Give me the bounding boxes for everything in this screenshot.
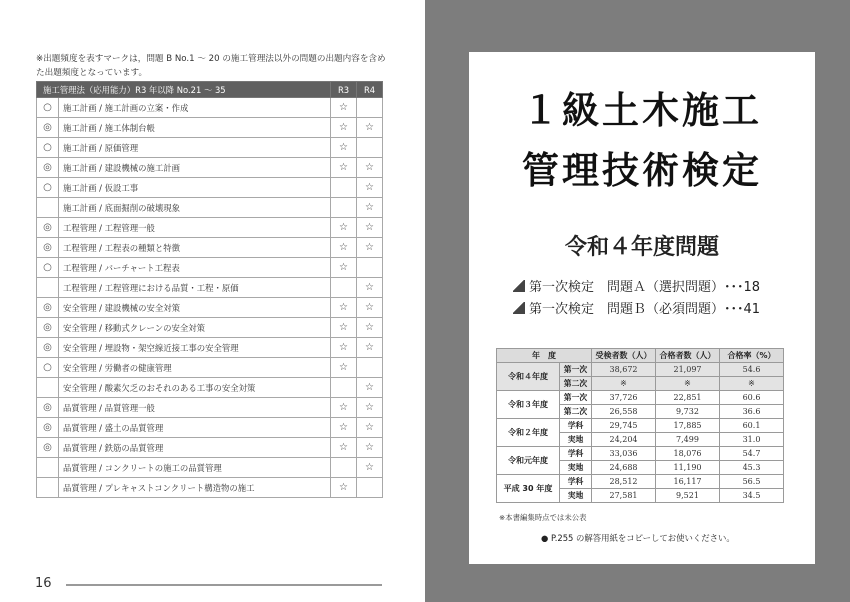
stats-row — [497, 391, 784, 405]
topic-column-header: 施工管理法（応用能力）R3 年以降 No.21 ～ 35 — [37, 82, 331, 98]
frequency-mark: ○ — [37, 358, 59, 378]
slash-bullet-icon — [513, 280, 525, 292]
pass-rate-table — [496, 348, 784, 503]
topic-cell: 工程管理 / 工程管理一般 — [59, 218, 331, 238]
table-row — [37, 318, 383, 338]
r4-star-cell — [357, 478, 383, 498]
topic-cell: 施工計画 / 建設機械の施工計画 — [59, 158, 331, 178]
stats-table-body — [497, 363, 784, 503]
frequency-mark: ◎ — [37, 318, 59, 338]
table-row — [37, 198, 383, 218]
r3-star-cell: ☆ — [331, 418, 357, 438]
r4-star-cell: ☆ — [357, 218, 383, 238]
table-row — [37, 178, 383, 198]
stats-header-row — [497, 349, 784, 363]
frequency-mark: ○ — [37, 98, 59, 118]
exam-type-cell: 第二次 — [560, 377, 592, 391]
r3-star-cell — [331, 178, 357, 198]
examinees-cell: 27,581 — [592, 489, 656, 503]
r4-star-cell — [357, 138, 383, 158]
r4-star-cell: ☆ — [357, 398, 383, 418]
r3-star-cell: ☆ — [331, 258, 357, 278]
r4-star-cell: ☆ — [357, 298, 383, 318]
pass-rate-cell: 60.6 — [720, 391, 784, 405]
year-cell: 令和２年度 — [497, 419, 560, 447]
r3-star-cell — [331, 378, 357, 398]
r4-star-cell: ☆ — [357, 178, 383, 198]
passers-cell: 9,732 — [656, 405, 720, 419]
passers-cell: 7,499 — [656, 433, 720, 447]
r4-star-cell: ☆ — [357, 378, 383, 398]
pass-rate-cell: ※ — [720, 377, 784, 391]
r4-star-cell: ☆ — [357, 158, 383, 178]
r3-star-cell — [331, 198, 357, 218]
frequency-mark: ◎ — [37, 238, 59, 258]
examinees-column-header: 受検者数（人） — [592, 349, 656, 363]
topic-cell: 安全管理 / 酸素欠乏のおそれのある工事の安全対策 — [59, 378, 331, 398]
topic-cell: 工程管理 / 工程表の種類と特徴 — [59, 238, 331, 258]
r3-star-cell: ☆ — [331, 238, 357, 258]
r3-star-cell: ☆ — [331, 298, 357, 318]
examinees-cell: 24,688 — [592, 461, 656, 475]
table-row — [37, 358, 383, 378]
topic-cell: 施工計画 / 施工体制台帳 — [59, 118, 331, 138]
r3-star-cell: ☆ — [331, 158, 357, 178]
table-row — [37, 218, 383, 238]
rate-column-header: 合格率（%） — [720, 349, 784, 363]
pass-rate-cell: 31.0 — [720, 433, 784, 447]
r3-star-cell — [331, 278, 357, 298]
pass-rate-cell: 56.5 — [720, 475, 784, 489]
year-cell: 令和４年度 — [497, 363, 560, 391]
year-cell: 令和元年度 — [497, 447, 560, 475]
exam-type-cell: 実地 — [560, 489, 592, 503]
r3-star-cell: ☆ — [331, 398, 357, 418]
topic-cell: 品質管理 / プレキャストコンクリート構造物の施工 — [59, 478, 331, 498]
table-row — [37, 418, 383, 438]
r3-star-cell: ☆ — [331, 98, 357, 118]
frequency-mark — [37, 278, 59, 298]
r4-star-cell: ☆ — [357, 438, 383, 458]
frequency-mark: ◎ — [37, 338, 59, 358]
table-row — [37, 118, 383, 138]
passers-cell: 16,117 — [656, 475, 720, 489]
frequency-mark — [37, 478, 59, 498]
stats-row — [497, 419, 784, 433]
frequency-note: ※出題頻度を表すマークは，問題 B No.1 ～ 20 の施工管理法以外の問題の出題内容を含めた出題頻度となっています。 — [36, 54, 386, 78]
pass-rate-cell: 54.6 — [720, 363, 784, 377]
topic-cell: 品質管理 / 盛土の品質管理 — [59, 418, 331, 438]
r4-star-cell — [357, 258, 383, 278]
table-row — [37, 238, 383, 258]
toc-entry-problem-b[interactable] — [513, 298, 760, 317]
title-line-2: 管理技術検定 — [522, 149, 762, 192]
table-row — [37, 338, 383, 358]
exam-type-cell: 実地 — [560, 461, 592, 475]
table-row — [37, 258, 383, 278]
r4-star-cell: ☆ — [357, 318, 383, 338]
topic-cell: 工程管理 / バーチャート工程表 — [59, 258, 331, 278]
r4-star-cell: ☆ — [357, 118, 383, 138]
frequency-mark: ○ — [37, 258, 59, 278]
exam-type-cell: 第二次 — [560, 405, 592, 419]
r4-star-cell: ☆ — [357, 418, 383, 438]
r4-star-cell: ☆ — [357, 338, 383, 358]
stats-row — [497, 475, 784, 489]
passers-cell: 17,885 — [656, 419, 720, 433]
examinees-cell: 29,745 — [592, 419, 656, 433]
r3-star-cell: ☆ — [331, 338, 357, 358]
topic-cell: 施工計画 / 原価管理 — [59, 138, 331, 158]
r4-star-cell: ☆ — [357, 238, 383, 258]
exam-type-cell: 学科 — [560, 475, 592, 489]
frequency-mark — [37, 458, 59, 478]
topic-cell: 施工計画 / 底面掘削の破壊現象 — [59, 198, 331, 218]
topic-cell: 安全管理 / 移動式クレーンの安全対策 — [59, 318, 331, 338]
title-line-1: １級土木施工 — [522, 89, 762, 132]
examinees-cell: 24,204 — [592, 433, 656, 447]
topic-cell: 安全管理 / 埋設物・架空線近接工事の安全管理 — [59, 338, 331, 358]
table-row — [37, 158, 383, 178]
frequency-mark: ◎ — [37, 398, 59, 418]
table-row — [37, 478, 383, 498]
pass-rate-cell: 60.1 — [720, 419, 784, 433]
r3-star-cell: ☆ — [331, 118, 357, 138]
frequency-mark: ◎ — [37, 158, 59, 178]
r3-star-cell: ☆ — [331, 358, 357, 378]
passers-cell: ※ — [656, 377, 720, 391]
table-row — [37, 378, 383, 398]
right-page — [425, 0, 850, 602]
passers-cell: 11,190 — [656, 461, 720, 475]
r3-star-cell: ☆ — [331, 138, 357, 158]
stats-row — [497, 363, 784, 377]
pass-rate-cell: 45.3 — [720, 461, 784, 475]
frequency-mark: ○ — [37, 138, 59, 158]
pass-rate-cell: 54.7 — [720, 447, 784, 461]
passers-cell: 21,097 — [656, 363, 720, 377]
exam-type-cell: 第一次 — [560, 363, 592, 377]
r3-star-cell: ☆ — [331, 478, 357, 498]
passers-cell: 22,851 — [656, 391, 720, 405]
r4-star-cell: ☆ — [357, 198, 383, 218]
topic-cell: 安全管理 / 建設機械の安全対策 — [59, 298, 331, 318]
topic-table-header-row — [37, 82, 383, 98]
footer-rule — [66, 584, 382, 586]
r3-star-cell: ☆ — [331, 318, 357, 338]
passers-column-header: 合格者数（人） — [656, 349, 720, 363]
frequency-mark: ◎ — [37, 218, 59, 238]
topic-cell: 品質管理 / 品質管理一般 — [59, 398, 331, 418]
topic-cell: 品質管理 / 鉄筋の品質管理 — [59, 438, 331, 458]
r4-star-cell — [357, 98, 383, 118]
toc-entry-problem-a[interactable] — [513, 276, 760, 295]
topic-cell: 品質管理 / コンクリートの施工の品質管理 — [59, 458, 331, 478]
frequency-mark — [37, 198, 59, 218]
exam-type-cell: 第一次 — [560, 391, 592, 405]
frequency-mark: ○ — [37, 178, 59, 198]
table-row — [37, 298, 383, 318]
answer-sheet-note: ● P.255 の解答用紙をコピーしてお使いください。 — [541, 533, 735, 543]
page-number: 16 — [35, 576, 52, 591]
table-row — [37, 138, 383, 158]
exam-type-cell: 実地 — [560, 433, 592, 447]
r4-star-cell: ☆ — [357, 278, 383, 298]
r4-column-header: R4 — [357, 82, 383, 98]
r3-star-cell: ☆ — [331, 218, 357, 238]
frequency-mark: ◎ — [37, 438, 59, 458]
table-row — [37, 278, 383, 298]
r3-column-header: R3 — [331, 82, 357, 98]
examinees-cell: 38,672 — [592, 363, 656, 377]
slash-bullet-icon — [513, 302, 525, 314]
frequency-mark: ◎ — [37, 298, 59, 318]
r3-star-cell: ☆ — [331, 438, 357, 458]
exam-type-cell: 学科 — [560, 419, 592, 433]
year-cell: 平成 30 年度 — [497, 475, 560, 503]
year-cell: 令和３年度 — [497, 391, 560, 419]
toc-entry-label: 第一次検定 問題Ａ（選択問題）･･･18 — [529, 280, 761, 295]
topic-cell: 安全管理 / 労働者の健康管理 — [59, 358, 331, 378]
toc-entry-label: 第一次検定 問題Ｂ（必須問題）･･･41 — [529, 302, 761, 317]
cover-card — [469, 52, 815, 564]
pass-rate-cell: 34.5 — [720, 489, 784, 503]
pass-rate-cell: 36.6 — [720, 405, 784, 419]
table-row — [37, 458, 383, 478]
topic-cell: 工程管理 / 工程管理における品質・工程・原価 — [59, 278, 331, 298]
stats-row — [497, 447, 784, 461]
table-row — [37, 438, 383, 458]
topic-cell: 施工計画 / 仮設工事 — [59, 178, 331, 198]
table-row — [37, 98, 383, 118]
exam-type-cell: 学科 — [560, 447, 592, 461]
passers-cell: 18,076 — [656, 447, 720, 461]
passers-cell: 9,521 — [656, 489, 720, 503]
r3-star-cell — [331, 458, 357, 478]
frequency-mark: ◎ — [37, 118, 59, 138]
frequency-mark: ◎ — [37, 418, 59, 438]
topic-frequency-table — [36, 81, 383, 498]
topic-cell: 施工計画 / 施工計画の立案・作成 — [59, 98, 331, 118]
table-footnote: ※本書編集時点では未公表 — [499, 513, 587, 522]
examinees-cell: 26,558 — [592, 405, 656, 419]
table-row — [37, 398, 383, 418]
examinees-cell: 33,036 — [592, 447, 656, 461]
examinees-cell: ※ — [592, 377, 656, 391]
topic-table-body — [37, 98, 383, 498]
r4-star-cell — [357, 358, 383, 378]
frequency-mark — [37, 378, 59, 398]
r4-star-cell: ☆ — [357, 458, 383, 478]
year-column-header: 年 度 — [497, 349, 592, 363]
examinees-cell: 28,512 — [592, 475, 656, 489]
examinees-cell: 37,726 — [592, 391, 656, 405]
exam-year-heading: 令和４年度問題 — [564, 235, 719, 260]
